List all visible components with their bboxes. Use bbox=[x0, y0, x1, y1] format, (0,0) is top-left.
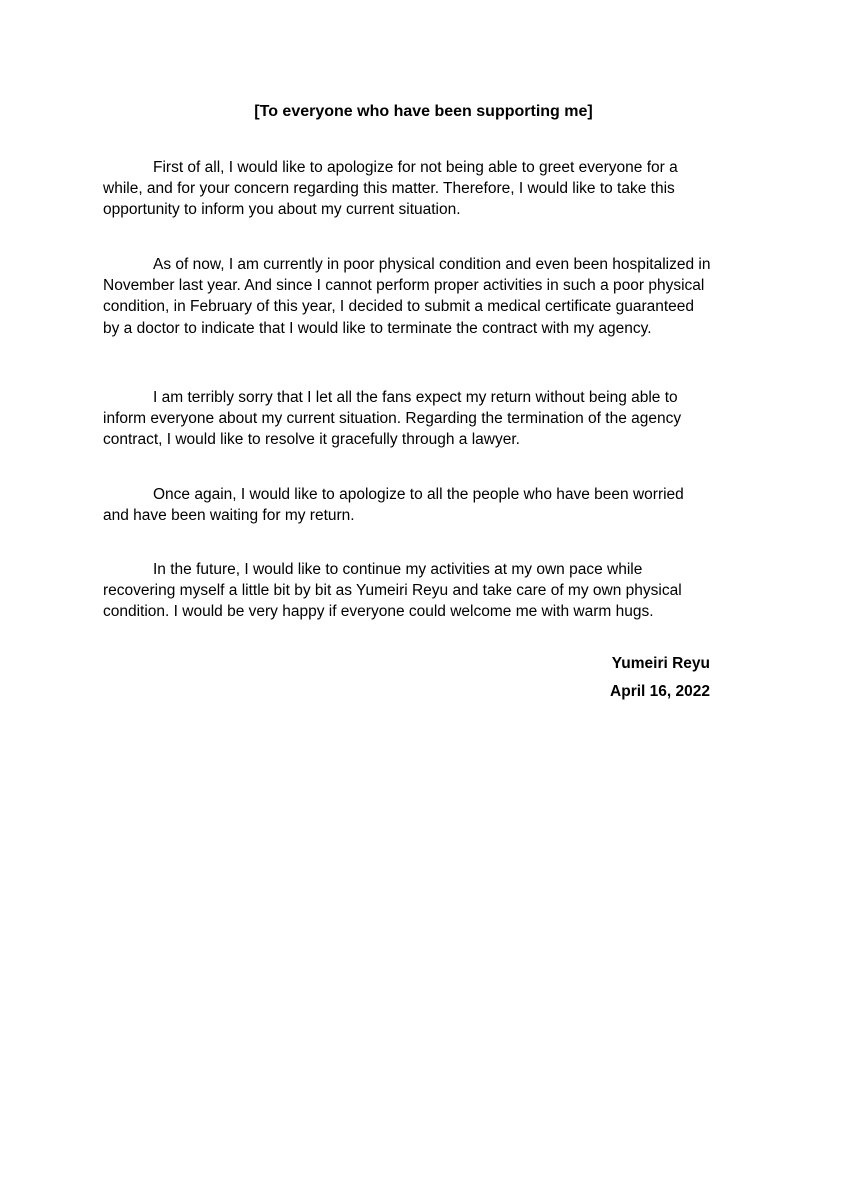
signature-name: Yumeiri Reyu bbox=[611, 655, 710, 672]
paragraph-text: I am terribly sorry that I let all the fans expect my return without being able to inform everyone about my current situation. Regarding the termination of the agency contract, I would like to resolve it gracefully through a lawyer. bbox=[103, 389, 682, 449]
signature-date: April 16, 2022 bbox=[610, 683, 710, 700]
paragraph-apology-again bbox=[103, 484, 713, 526]
paragraph-text: First of all, I would like to apologize for not being able to greet everyone for a while, and for your concern regarding this matter. Therefore, I would like to take this opportunity to inform you about my current situation. bbox=[103, 159, 678, 219]
paragraph-contract-termination bbox=[103, 387, 713, 451]
paragraph-text: Once again, I would like to apologize to all the people who have been worried and have been waiting for my return. bbox=[103, 486, 684, 525]
paragraph-apology-greeting bbox=[103, 157, 713, 221]
paragraph-text: As of now, I am currently in poor physical condition and even been hospitalized in November last year. And since I cannot perform proper activities in such a poor physical condition, in February of this year, I decided to submit a medical certificate guaranteed by a doctor to indicate that I would like to terminate the contract with my agency. bbox=[103, 256, 711, 337]
paragraph-physical-condition bbox=[103, 254, 713, 339]
paragraph-text: In the future, I would like to continue my activities at my own pace while recovering myself a little bit by bit as Yumeiri Reyu and take care of my own physical condition. I would be very happy if everyone could welcome me with warm hugs. bbox=[103, 561, 682, 621]
paragraph-future-plans bbox=[103, 559, 713, 623]
document-title: [To everyone who have been supporting me] bbox=[254, 103, 593, 120]
